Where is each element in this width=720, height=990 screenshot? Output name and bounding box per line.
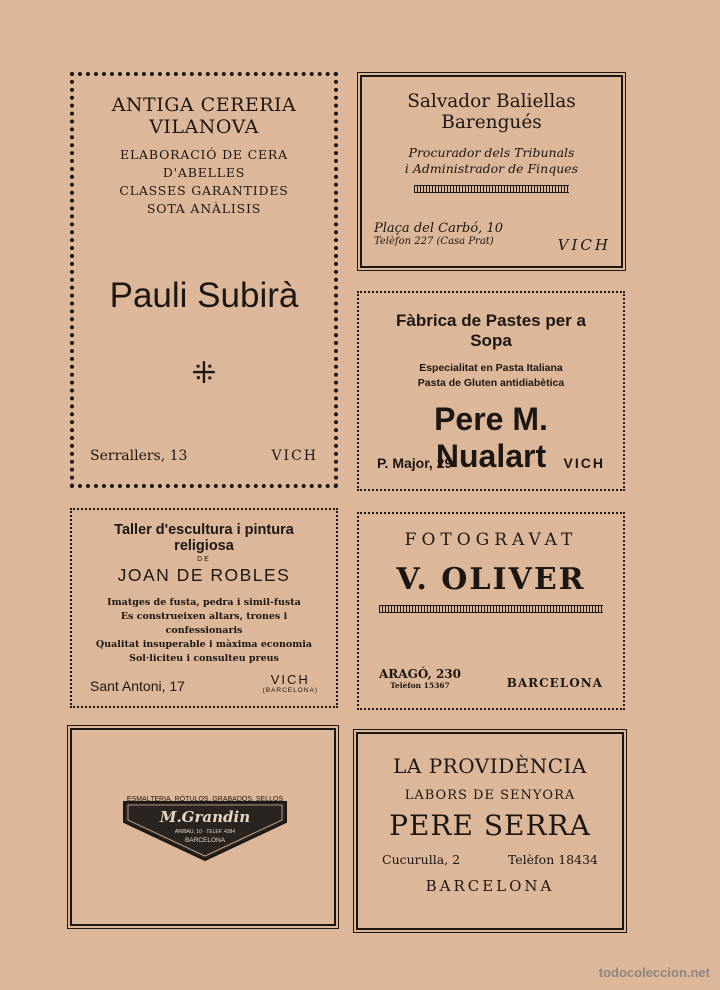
ad-phone: Telèfon 18434 [507,852,598,867]
ad-region: (BARCELONA) [262,687,318,694]
ad-title: ANTIGA CERERIA VILANOVA [111,94,297,138]
ad-description [375,361,607,391]
ad-name: PERE SERRA [389,809,591,842]
ad-phone: Telèfon 15367 [390,681,450,690]
ornament-mark: ⁜ [191,356,217,391]
ad-city: VICH [563,455,605,471]
ad-name: V. OLIVER [396,562,586,597]
ad-line: Sol·liciteu i consulteu preus [129,653,279,664]
grandin-address: ARIBAU, 10 · TELEF. 4384 [174,829,236,835]
ad-line: Especialitat en Pasta Italiana [419,362,563,374]
ad-name: JOAN DE ROBLES [117,565,291,585]
ad-city: VICH [557,236,611,254]
ad-subtitle: LABORS DE SENYORA [404,788,576,803]
ad-title: Fàbrica de Pastes per a Sopa [396,311,586,350]
ad-footer [90,448,318,464]
ad-taller-escultura [70,508,338,708]
ad-phone: Telèfon 227 (Casa Prat) [374,236,494,247]
grandin-name: M.Grandin [159,808,251,826]
grandin-city: BARCELONA [184,837,226,844]
ad-line: SOTA ANÀLISIS [146,201,262,216]
ad-description [90,146,318,218]
ad-footer [379,667,603,690]
ad-fotogravat [357,512,625,710]
ad-line: Pasta de Gluten antidiabètica [417,377,565,389]
ad-name: Pere M. Nualart [434,401,548,474]
ad-city: VICH [271,448,318,464]
ad-line: Qualitat insuperable i màxima economia [95,639,313,650]
ad-connector: DE [197,556,211,563]
ad-title: LA PROVIDÈNCIA [393,754,587,778]
ad-line: Es construeixen altars, trones i confessionaris [120,611,288,636]
ad-description [88,596,320,666]
ad-footer [90,672,318,694]
ad-city: BARCELONA [425,877,555,895]
decorative-rule [379,605,603,613]
ad-la-providencia [356,732,624,930]
ad-cereria-vilanova [70,72,338,488]
decorative-rule [414,185,569,193]
ad-address: Serrallers, 13 [90,448,188,464]
ad-procurador [360,75,623,268]
grandin-logo-badge [120,792,290,864]
ad-line: ELABORACIÓ DE CERA D'ABELLES [120,147,288,180]
ad-title: Taller d'escultura i pintura religiosa [114,522,294,554]
ad-title: FOTOGRAVAT [404,530,578,550]
ad-contact-row [382,852,598,867]
ad-line: CLASSES GARANTIDES [119,183,289,198]
watermark: todocoleccion.net [598,965,710,980]
grandin-top-text: ESMALTERIA, RÓTULOS, GRABADOS, SELLOS [126,796,284,803]
ad-description [374,145,609,177]
ad-address: Cucurulla, 2 [382,852,461,867]
ad-city: BARCELONA [506,676,603,690]
ad-city-block [263,672,318,694]
ad-footer [377,455,605,471]
ad-city: VICH [270,672,310,687]
ad-name: Pauli Subirà [109,276,299,315]
ad-line: Imatges de fusta, pedra i simil-fusta [107,597,301,608]
ad-address: ARAGÓ, 230 [379,667,461,681]
ad-line: i Administrador de Finques [404,161,579,176]
ad-grandin [70,728,336,926]
ad-address: Plaça del Carbó, 10 [374,221,503,236]
ad-name: Salvador Baliellas Barengués [407,91,576,133]
ad-line: Procurador dels Tribunals [408,145,575,160]
ad-address: P. Major, 29 [377,455,453,471]
ad-pastes-sopa [357,291,625,491]
ad-address: Sant Antoni, 17 [90,678,185,694]
ad-address-block [379,667,461,690]
